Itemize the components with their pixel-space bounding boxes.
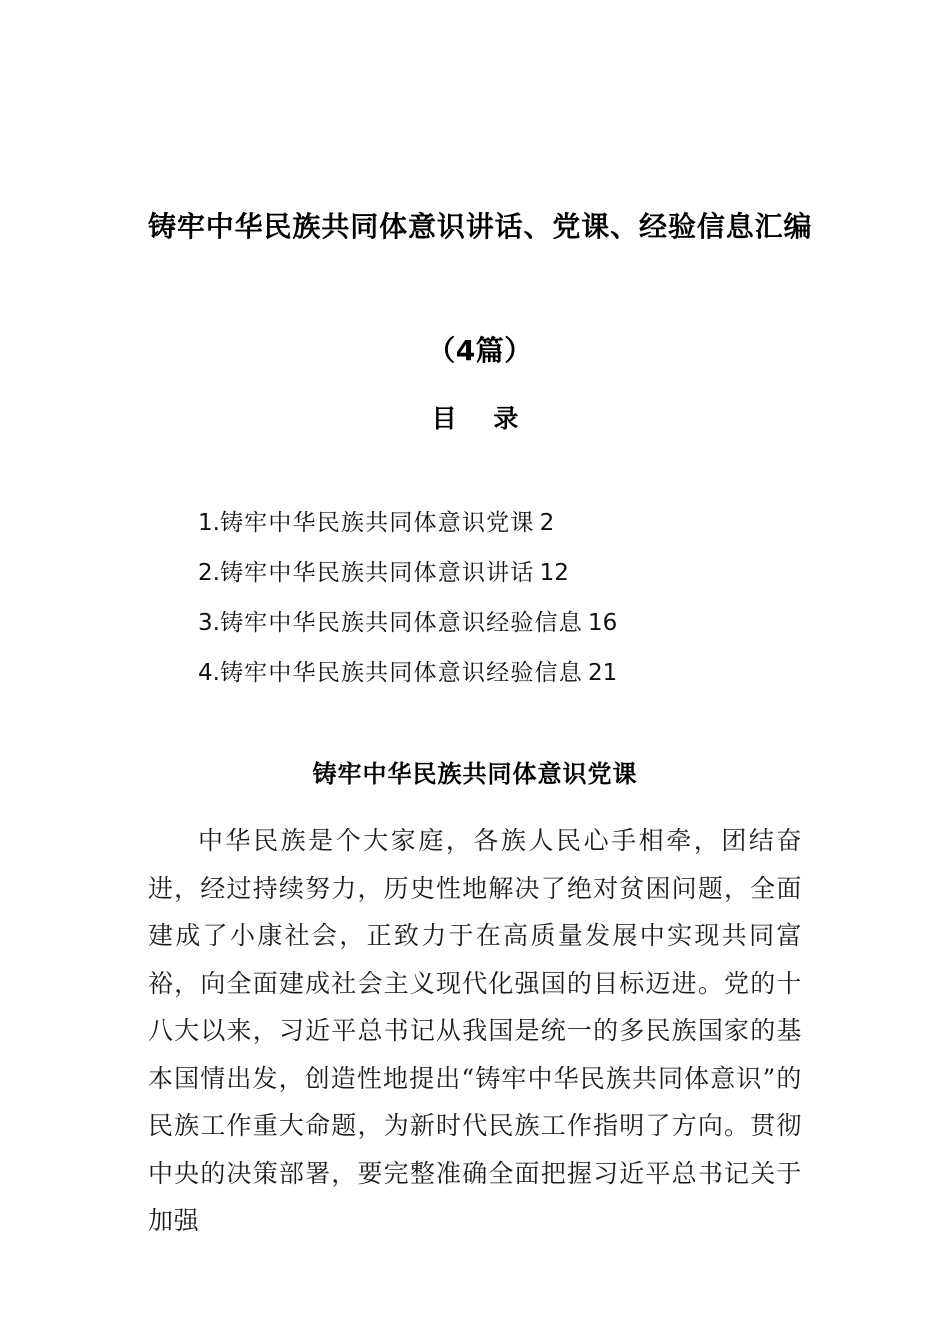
toc-entry-number: 4. (198, 660, 220, 686)
toc-entry-number: 1. (198, 510, 220, 536)
document-title: 铸牢中华民族共同体意识讲话、党课、经验信息汇编（4篇） (148, 209, 812, 367)
toc-entry-label: 铸牢中华民族共同体意识讲话 (219, 560, 535, 586)
table-of-contents (198, 498, 818, 698)
section-body-paragraph: 中华民族是个大家庭，各族人民心手相牵，团结奋进，经过持续努力，历史性地解决了绝对贫困问题，全面建成了小康社会，正致力于在高质量发展中实现共同富裕，向全面建成社会主义现代化强国的目标迈进。党的十八大以来，习近平总书记从我国是统一的多民族国家的基本国情出发，创造性地提出“铸牢中华民族共同体意识”的民族工作重大命题，为新时代民族工作指明了方向。贯彻中央的决策部署，要完整准确全面把握习近平总书记关于加强 (148, 826, 802, 1235)
toc-entry-label: 铸牢中华民族共同体意识经验信息 (219, 660, 583, 686)
toc-entry-page: 12 (539, 560, 569, 586)
toc-entry[interactable] (198, 598, 818, 648)
toc-entry-page: 2 (539, 510, 555, 536)
toc-entry-number: 3. (198, 610, 220, 636)
toc-entry[interactable] (198, 648, 818, 698)
toc-entry-page: 21 (587, 660, 618, 686)
toc-entry-page: 16 (587, 610, 618, 636)
toc-entry-label: 铸牢中华民族共同体意识经验信息 (219, 610, 583, 636)
toc-entry[interactable] (198, 498, 818, 548)
table-of-contents-heading: 目 录 (431, 403, 533, 433)
toc-entry[interactable] (198, 548, 818, 598)
toc-entry-label: 铸牢中华民族共同体意识党课 (219, 510, 535, 536)
section-heading: 铸牢中华民族共同体意识党课 (312, 760, 638, 788)
toc-entry-number: 2. (198, 560, 220, 586)
